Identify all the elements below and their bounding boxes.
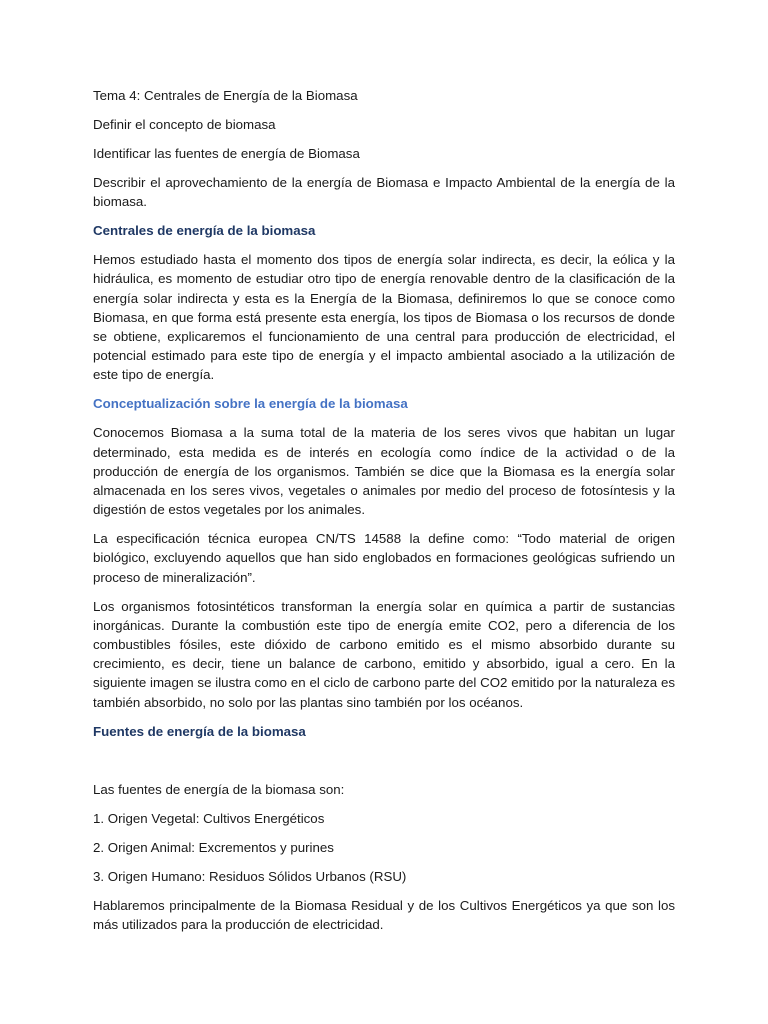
list-item: 3. Origen Humano: Residuos Sólidos Urbanos (RSU) xyxy=(93,868,407,884)
paragraph-conceptualizacion-2: La especificación técnica europea CN/TS 14588 la define como: “Todo material de origen biológico, excluyendo aquellos que han sido englobados en formaciones geológicas sufriendo un proceso de mineralización”. xyxy=(93,531,675,585)
fuentes-lead: Las fuentes de energía de la biomasa son: xyxy=(93,781,345,797)
section-heading-fuentes: Fuentes de energía de la biomasa xyxy=(93,723,306,739)
paragraph-fuentes-closing: Hablaremos principalmente de la Biomasa Residual y de los Cultivos Energéticos ya que son los más utilizados para la producción de electricidad. xyxy=(93,897,675,932)
objective-1: Definir el concepto de biomasa xyxy=(93,117,276,132)
document-page xyxy=(93,86,675,944)
paragraph-conceptualizacion-3: Los organismos fotosintéticos transforman la energía solar en química a partir de sustancias inorgánicas. Durante la combustión este tipo de energía emite CO2, pero a diferencia de los combustibles fósiles, este dióxido de carbono emitido es el mismo absorbido durante su crecimiento, es decir, tiene un balance de carbono, emitido y absorbido, igual a cero. En la siguiente imagen se ilustra como en el ciclo de carbono parte del CO2 emitido por la naturaleza es también absorbido, no solo por las plantas sino también por los océanos. xyxy=(93,598,675,710)
list-item: 2. Origen Animal: Excrementos y purines xyxy=(93,839,334,855)
section-heading-centrales: Centrales de energía de la biomasa xyxy=(93,223,316,239)
paragraph-conceptualizacion-1: Conocemos Biomasa a la suma total de la materia de los seres vivos que habitan un lugar determinado, esta medida es de interés en ecología como índice de la actividad o de la producción de energía de los organismos. También se dice que la Biomasa es la energía solar almacenada en los seres vivos, vegetales o animales por medio del proceso de fotosíntesis y la digestión de estos vegetales por los animales. xyxy=(93,425,675,518)
paragraph-centrales: Hemos estudiado hasta el momento dos tipos de energía solar indirecta, es decir, la eólica y la hidráulica, es momento de estudiar otro tipo de energía renovable dentro de la clasificación de la energía solar indirecta y esta es la Energía de la Biomasa, definiremos lo que se conoce como Biomasa, en que forma está presente esta energía, los tipos de Biomasa o los recursos de donde se obtiene, explicaremos el funcionamiento de una central para producción de electricidad, el potencial estimado para este tipo de energía y el impacto ambiental asociado a la utilización de este tipo de energía. xyxy=(93,252,675,383)
topic-title: Tema 4: Centrales de Energía de la Biomasa xyxy=(93,88,358,103)
image-placeholder-space xyxy=(93,751,675,780)
objective-2: Identificar las fuentes de energía de Biomasa xyxy=(93,146,360,161)
objective-3: Describir el aprovechamiento de la energía de Biomasa e Impacto Ambiental de la energía de la biomasa. xyxy=(93,175,675,210)
list-item: 1. Origen Vegetal: Cultivos Energéticos xyxy=(93,810,325,826)
section-heading-conceptualizacion: Conceptualización sobre la energía de la biomasa xyxy=(93,396,408,412)
